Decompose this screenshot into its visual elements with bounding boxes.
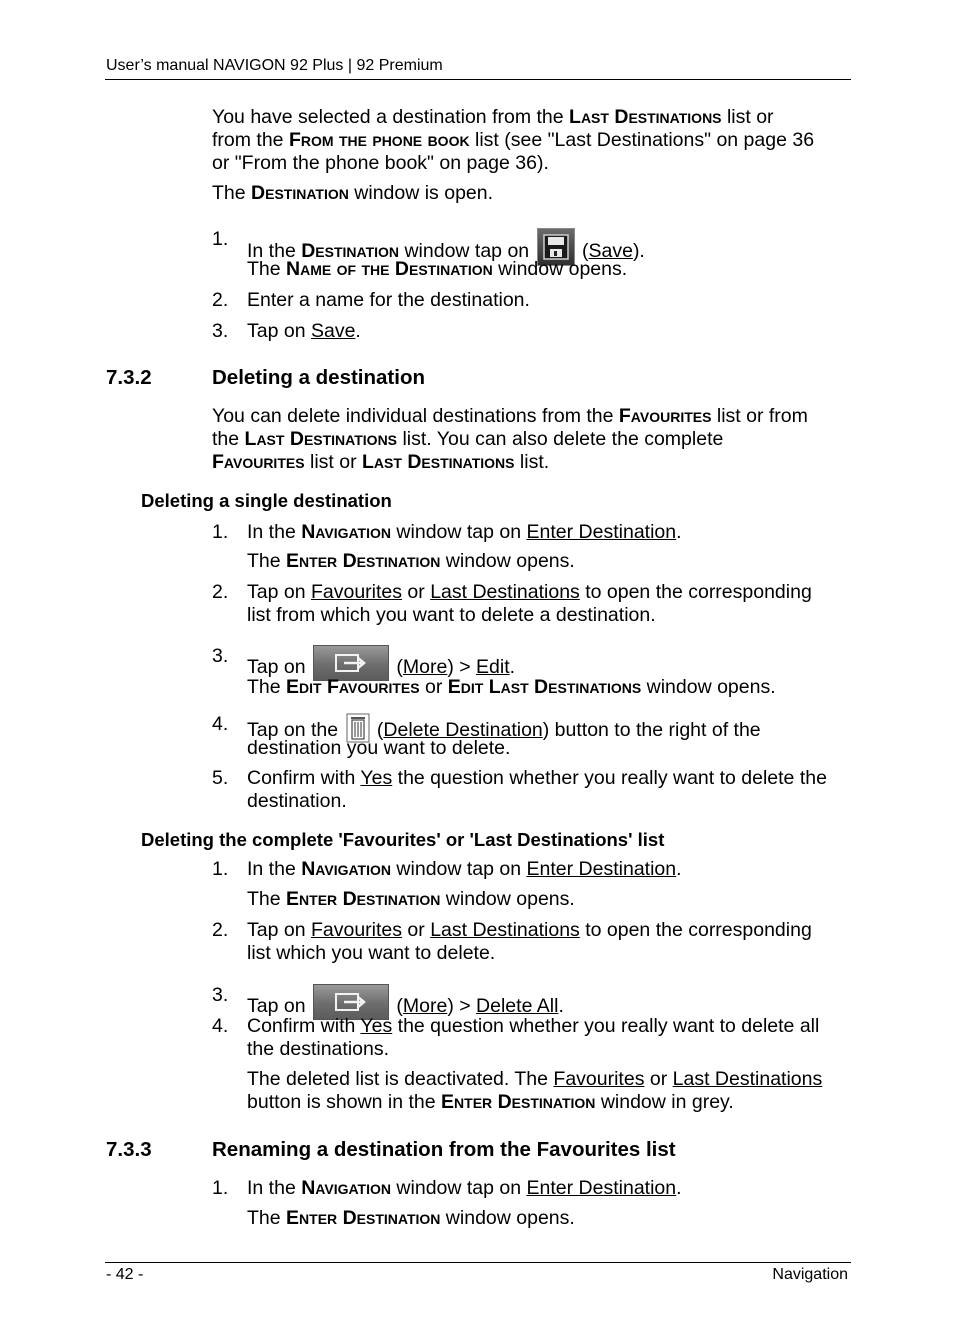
step-number: 2.	[212, 289, 229, 311]
section-title: Deleting a destination	[212, 366, 425, 389]
complete-step-3: Tap on (More) > Delete All.	[247, 984, 564, 1020]
complete-step-4-line-2: the destinations.	[247, 1038, 390, 1060]
rename-step-1: In the Navigation window tap on Enter Destination.	[247, 1177, 682, 1199]
single-step-4: Tap on the (Delete Destination) button to the right of the	[247, 713, 761, 743]
save-step-2: Enter a name for the destination.	[247, 289, 530, 311]
intro-line-1: You have selected a destination from the Last Destinations list or	[212, 106, 774, 128]
single-step-5-line-2: destination.	[247, 790, 347, 812]
step-number: 5.	[212, 767, 229, 789]
intro-line-4: The Destination window is open.	[212, 182, 494, 204]
complete-note-line-1: The deleted list is deactivated. The Favourites or Last Destinations	[247, 1068, 823, 1090]
complete-note-line-2: button is shown in the Enter Destination window in grey.	[247, 1091, 734, 1113]
complete-step-4: Confirm with Yes the question whether you really want to delete all	[247, 1015, 820, 1037]
sec732-line-1: You can delete individual destinations from the Favourites list or from	[212, 405, 808, 427]
single-step-2-line-2: list from which you want to delete a destination.	[247, 604, 656, 626]
single-step-5: Confirm with Yes the question whether you really want to delete the	[247, 767, 827, 789]
save-step-3: Tap on Save.	[247, 320, 361, 342]
step-number: 1.	[212, 858, 229, 880]
step-number: 1.	[212, 1177, 229, 1199]
single-step-2: Tap on Favourites or Last Destinations to open the corresponding	[247, 581, 812, 603]
complete-step-2-line-2: list which you want to delete.	[247, 942, 496, 964]
section-number: 7.3.2	[106, 366, 152, 389]
step-number: 2.	[212, 581, 229, 603]
subsection-heading: Deleting the complete 'Favourites' or 'Last Destinations' list	[141, 829, 665, 850]
sec732-line-2: the Last Destinations list. You can also delete the complete	[212, 428, 724, 450]
footer-section: Navigation	[772, 1266, 848, 1283]
step-number: 3.	[212, 984, 229, 1006]
sec732-line-3: Favourites list or Last Destinations list.	[212, 451, 550, 473]
step-number: 1.	[212, 228, 229, 250]
single-step-1: In the Navigation window tap on Enter Destination.	[247, 521, 682, 543]
intro-line-2: from the From the phone book list (see "Last Destinations" on page 36	[212, 129, 815, 151]
footer-rule	[105, 1262, 851, 1263]
step-number: 2.	[212, 919, 229, 941]
single-step-1-result: The Enter Destination window opens.	[247, 550, 575, 572]
running-header: User’s manual NAVIGON 92 Plus | 92 Premium	[106, 57, 443, 74]
single-step-4-line-2: destination you want to delete.	[247, 737, 511, 759]
section-title: Renaming a destination from the Favourites list	[212, 1138, 676, 1161]
step-number: 4.	[212, 713, 229, 735]
save-step-1-result: The Name of the Destination window opens.	[247, 258, 628, 280]
complete-step-2: Tap on Favourites or Last Destinations to open the corresponding	[247, 919, 812, 941]
single-step-3-result: The Edit Favourites or Edit Last Destinations window opens.	[247, 676, 776, 698]
step-number: 3.	[212, 320, 229, 342]
subsection-heading: Deleting a single destination	[141, 490, 392, 511]
page-number: - 42 -	[106, 1266, 144, 1283]
header-rule	[105, 79, 851, 80]
step-number: 1.	[212, 521, 229, 543]
single-step-3: Tap on (More) > Edit.	[247, 645, 515, 681]
step-number: 3.	[212, 645, 229, 667]
complete-step-1: In the Navigation window tap on Enter Destination.	[247, 858, 682, 880]
intro-line-3: or "From the phone book" on page 36).	[212, 152, 549, 174]
save-step-1: In the Destination window tap on (Save).	[247, 228, 645, 266]
section-number: 7.3.3	[106, 1138, 152, 1161]
complete-step-1-result: The Enter Destination window opens.	[247, 888, 575, 910]
rename-step-1-result: The Enter Destination window opens.	[247, 1207, 575, 1229]
step-number: 4.	[212, 1015, 229, 1037]
